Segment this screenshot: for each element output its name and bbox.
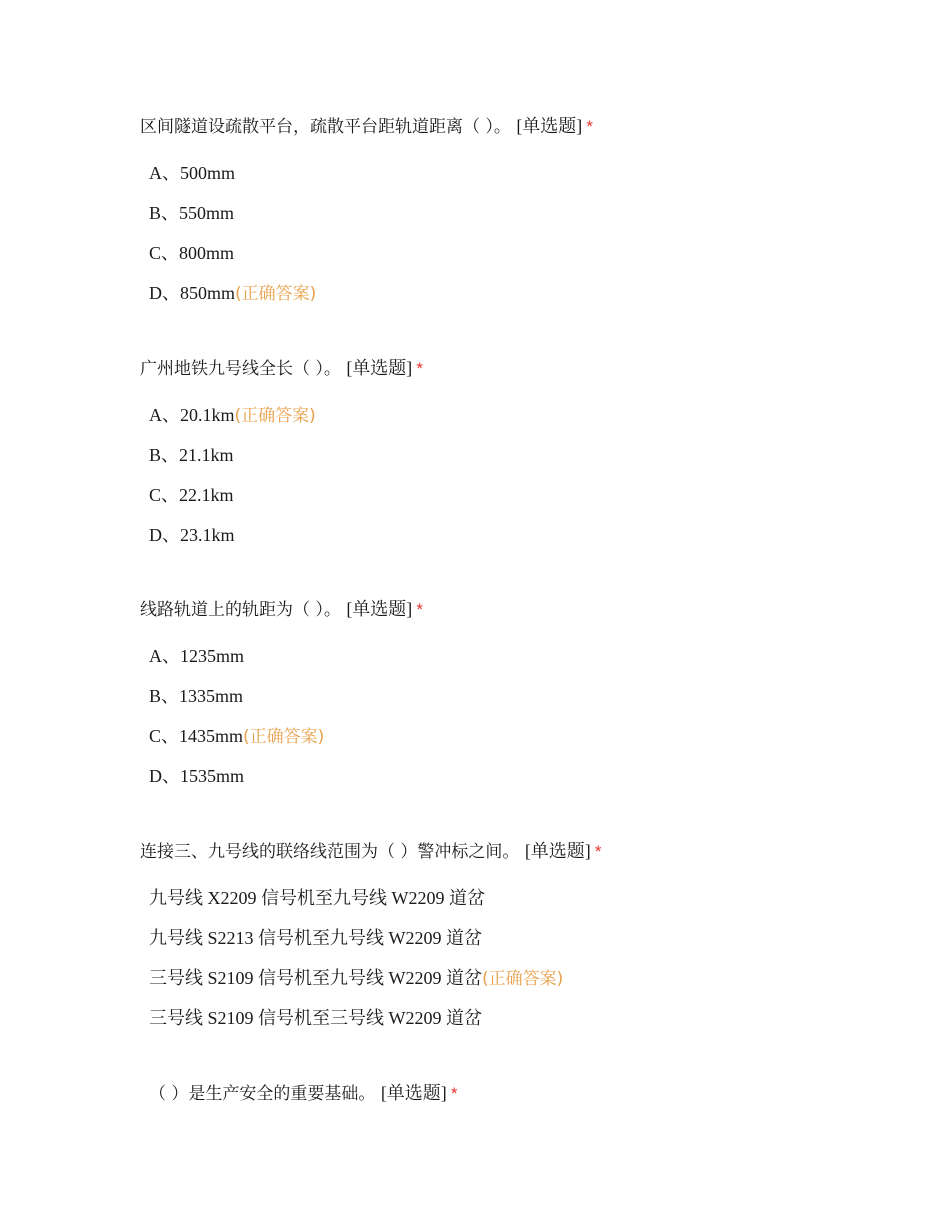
- question-5: [149, 1081, 909, 1106]
- correct-answer-marker: (正确答案): [235, 284, 317, 304]
- option-text: 22.1km: [179, 485, 234, 505]
- option-text: 800mm: [179, 243, 235, 263]
- option-prefix: B、: [149, 686, 180, 706]
- question-type: [单选题]: [346, 599, 413, 619]
- correct-answer-marker: (正确答案): [234, 406, 316, 426]
- option-text: 21.1km: [179, 445, 234, 465]
- option-c[interactable]: [149, 966, 900, 1006]
- option-a[interactable]: [149, 886, 900, 926]
- question-title: [140, 839, 900, 864]
- question-text: 区间隧道设疏散平台，疏散平台距轨道距离（ ）。: [140, 117, 511, 137]
- question-title: [140, 356, 900, 381]
- question-title: [140, 114, 900, 139]
- option-d[interactable]: [149, 281, 900, 321]
- option-list: [149, 403, 900, 563]
- option-text: 1235mm: [180, 646, 245, 666]
- option-text: 1535mm: [180, 766, 245, 786]
- correct-answer-marker: (正确答案): [482, 969, 564, 989]
- option-text: 20.1km: [180, 405, 235, 425]
- required-marker: *: [416, 600, 423, 619]
- required-marker: *: [450, 1084, 458, 1103]
- option-b[interactable]: [149, 443, 900, 483]
- option-text: 九号线 X2209 信号机至九号线 W2209 道岔: [149, 888, 485, 908]
- option-d[interactable]: [149, 1006, 900, 1046]
- option-prefix: C、: [149, 726, 180, 746]
- option-prefix: C、: [149, 243, 180, 263]
- correct-answer-marker: (正确答案): [243, 727, 325, 747]
- question-type: [单选题]: [524, 841, 591, 861]
- option-prefix: C、: [149, 485, 180, 505]
- option-prefix: B、: [149, 203, 180, 223]
- option-prefix: D、: [149, 283, 180, 303]
- option-text: 550mm: [179, 203, 235, 223]
- option-list: [149, 644, 900, 804]
- required-marker: *: [416, 359, 423, 378]
- option-text: 500mm: [180, 163, 236, 183]
- option-prefix: A、: [149, 405, 180, 425]
- question-text: 连接三、九号线的联络线范围为（ ）警冲标之间。: [140, 842, 520, 862]
- option-list: [149, 161, 900, 321]
- option-a[interactable]: [149, 644, 900, 684]
- required-marker: *: [594, 842, 602, 861]
- option-a[interactable]: [149, 161, 900, 201]
- question-title: [149, 1081, 909, 1106]
- question-3: [140, 597, 900, 804]
- question-text: （ ）是生产安全的重要基础。: [149, 1084, 376, 1104]
- option-prefix: D、: [149, 525, 180, 545]
- option-text: 九号线 S2213 信号机至九号线 W2209 道岔: [149, 928, 482, 948]
- option-text: 850mm: [180, 283, 236, 303]
- question-type: [单选题]: [380, 1083, 447, 1103]
- question-type: [单选题]: [346, 358, 413, 378]
- question-1: [140, 114, 900, 321]
- question-4: [140, 839, 900, 1046]
- option-a[interactable]: [149, 403, 900, 443]
- question-text: 线路轨道上的轨距为（ ）。: [140, 600, 341, 620]
- option-c[interactable]: [149, 241, 900, 281]
- option-c[interactable]: [149, 483, 900, 523]
- option-prefix: A、: [149, 646, 180, 666]
- option-list: [149, 886, 900, 1046]
- option-b[interactable]: [149, 926, 900, 966]
- option-text: 三号线 S2109 信号机至九号线 W2209 道岔: [149, 968, 482, 988]
- option-text: 1335mm: [179, 686, 244, 706]
- option-prefix: D、: [149, 766, 180, 786]
- option-text: 三号线 S2109 信号机至三号线 W2209 道岔: [149, 1008, 482, 1028]
- question-text: 广州地铁九号线全长（ ）。: [140, 359, 341, 379]
- option-text: 23.1km: [180, 525, 235, 545]
- question-title: [140, 597, 900, 622]
- question-2: [140, 356, 900, 563]
- required-marker: *: [586, 117, 593, 136]
- option-d[interactable]: [149, 523, 900, 563]
- option-text: 1435mm: [179, 726, 244, 746]
- option-b[interactable]: [149, 201, 900, 241]
- question-type: [单选题]: [516, 116, 583, 136]
- option-prefix: A、: [149, 163, 180, 183]
- option-b[interactable]: [149, 684, 900, 724]
- option-c[interactable]: [149, 724, 900, 764]
- option-prefix: B、: [149, 445, 180, 465]
- option-d[interactable]: [149, 764, 900, 804]
